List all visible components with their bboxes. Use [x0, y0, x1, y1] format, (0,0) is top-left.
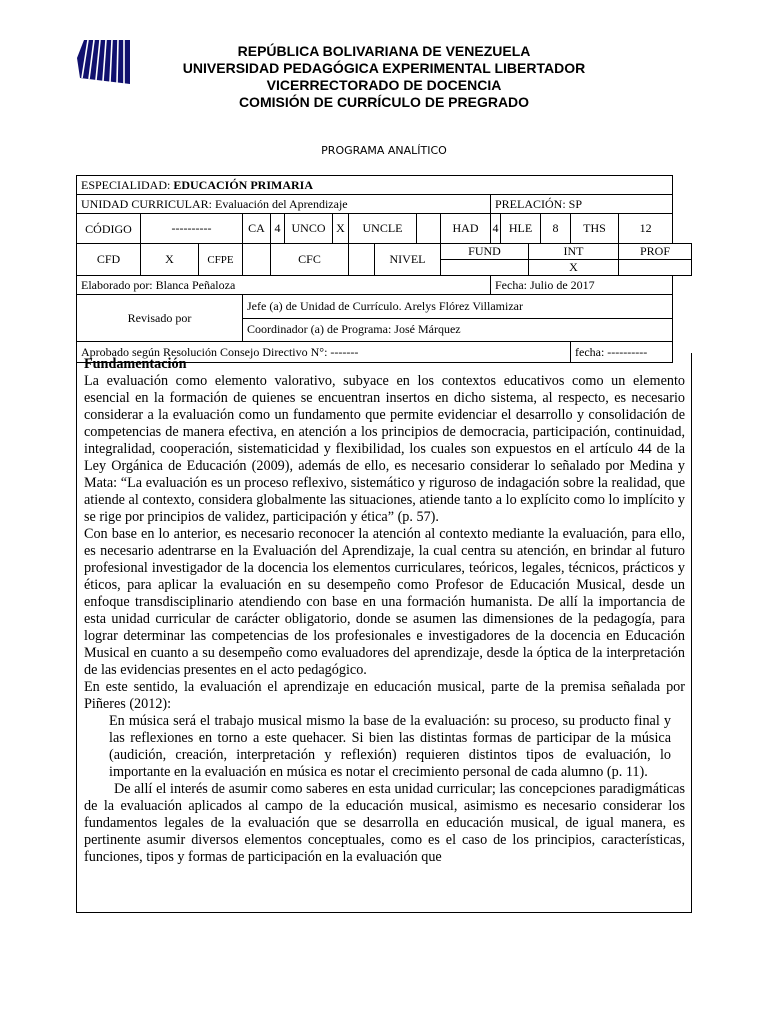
- revisado-label: Revisado por: [77, 295, 243, 342]
- cfc-label: CFC: [271, 244, 349, 276]
- fund-label: FUND: [441, 244, 529, 260]
- cfc-value: [349, 244, 375, 276]
- ths-label: THS: [571, 214, 619, 244]
- jefe-cell: Jefe (a) de Unidad de Currículo. Arelys Flórez Villamizar: [243, 295, 673, 319]
- unco-value: X: [333, 214, 349, 244]
- fund-value: [441, 260, 529, 276]
- codigo-value: ----------: [141, 214, 243, 244]
- cfpe-label: CFPE: [199, 244, 243, 276]
- hle-label: HLE: [501, 214, 541, 244]
- program-info-table: [76, 175, 692, 363]
- paragraph-3: En este sentido, la evaluación el aprendizaje en educación musical, parte de la premisa señalada por Piñeres (2012):: [84, 679, 685, 712]
- had-value: 4: [491, 214, 501, 244]
- header-republic: REPÚBLICA BOLIVARIANA DE VENEZUELA: [237, 43, 531, 59]
- aprobado-cell: Aprobado según Resolución Consejo Directivo N°: -------: [77, 342, 571, 363]
- header-comision: COMISIÓN DE CURRÍCULO DE PREGRADO: [238, 94, 530, 110]
- cfd-label: CFD: [77, 244, 141, 276]
- int-label: INT: [529, 244, 619, 260]
- unidad-cell: UNIDAD CURRICULAR: Evaluación del Aprendizaje: [77, 195, 491, 214]
- ca-value: 4: [271, 214, 285, 244]
- fundamentacion-section: [76, 353, 692, 913]
- program-label: PROGRAMA ANALÍTICO: [321, 144, 447, 157]
- codigo-label: CÓDIGO: [77, 214, 141, 244]
- ths-value: 12: [619, 214, 673, 244]
- paragraph-2: Con base en lo anterior, es necesario reconocer la atención al contexto mediante la evaluación, para ello, es necesario adentrarse en la Evaluación del Aprendizaje, la cual centra su atención, en brindar al futuro profesional investigador de la docencia los elementos curriculares, teóricos, legales, técnicos, prácticos y éticos, para aplicar la evaluación en su desempeño como Profesor de Educación Musical, desde un enfoque transdisciplinario atendiendo con base en una formación humanista. De allí la importancia de esta unidad curricular de carácter obligatorio, donde se asumen las dimensiones de la pedagogía, para lograr determinar las competencias de los profesionales e investigadores de la docencia en Educación Musical en cuanto a su desempeño como evaluadores del aprendizaje, desde la óptica de la interpretación de las evidencias presentes en el acto pedagógico.: [84, 526, 685, 678]
- cfd-value: X: [141, 244, 199, 276]
- section-title: Fundamentación: [84, 356, 187, 372]
- block-quote: En música será el trabajo musical mismo la base de la evaluación: su proceso, su producto final y las reflexiones en torno a este quehacer. Si bien las distintas formas de participar de la música (audición, creación, interpretación y reflexión) requieren distintos tipos de evaluación, lo importante en la evaluación en música es notar el crecimiento personal de cada alumno (p. 11).: [109, 713, 671, 780]
- coordinador-cell: Coordinador (a) de Programa: José Márquez: [243, 318, 673, 342]
- especialidad-cell: ESPECIALIDAD: EDUCACIÓN PRIMARIA: [77, 176, 673, 195]
- prof-label: PROF: [619, 244, 692, 260]
- elaborado-cell: Elaborado por: Blanca Peñaloza: [77, 276, 491, 295]
- int-value: X: [529, 260, 619, 276]
- hle-value: 8: [541, 214, 571, 244]
- nivel-label: NIVEL: [375, 244, 441, 276]
- had-label: HAD: [441, 214, 491, 244]
- fecha-cell: Fecha: Julio de 2017: [491, 276, 673, 295]
- header-university: UNIVERSIDAD PEDAGÓGICA EXPERIMENTAL LIBERTADOR: [182, 60, 586, 76]
- uncle-value: [417, 214, 441, 244]
- uncle-label: UNCLE: [349, 214, 417, 244]
- header-vicerrectorado: VICERRECTORADO DE DOCENCIA: [266, 77, 502, 93]
- paragraph-1: La evaluación como elemento valorativo, subyace en los contextos educativos como un elemento esencial en la formación de quienes se encuentran insertos en dicho sistema, al respecto, es necesario considerar a la evaluación como un fundamento que permite evidenciar el desarrollo y consolidación de competencias de manera efectiva, en atención a los principios de democracia, participación, continuidad, integralidad, cooperación, sistematicidad y flexibilidad, los cuales son expuestos en el artículo 44 de la Ley Orgánica de Educación (2009), además de ello, es necesario considerar lo señalado por Medina y Mata: “La evaluación es un proceso reflexivo, sistemático y riguroso de indagación sobre la realidad, que atiende al contexto, considera globalmente las situaciones, atiende tanto a lo explícito como lo implícito y se rige por principios de validez, participación y ética” (p. 57).: [84, 373, 685, 525]
- prof-value: [619, 260, 692, 276]
- prelacion-cell: PRELACIÓN: SP: [491, 195, 673, 214]
- unco-label: UNCO: [285, 214, 333, 244]
- paragraph-4: De allí el interés de asumir como saberes en esta unidad curricular; las concepciones paradigmáticas de la evaluación aplicados al campo de la educación musical, asimismo es necesario considerar los fundamentos legales de la evaluación que se desarrolla en educación musical, de igual manera, es pertinente asumir diversos elementos conceptuales, como es el caso de los principios, características, funciones, tipos y formas de participación en la evaluación que: [84, 781, 685, 865]
- cfpe-value: [243, 244, 271, 276]
- fecha-aprobado-cell: fecha: ----------: [571, 342, 673, 363]
- ca-label: CA: [243, 214, 271, 244]
